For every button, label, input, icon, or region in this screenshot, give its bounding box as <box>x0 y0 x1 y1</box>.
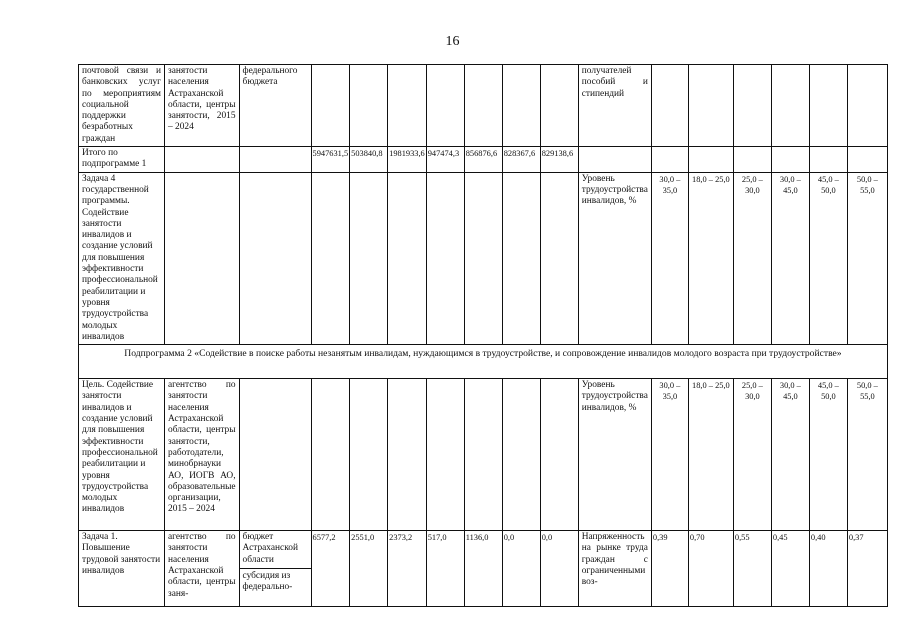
table-row-subprogram2 <box>79 345 888 379</box>
budget-source-regional: бюджет Астраханской области <box>242 532 298 565</box>
cell-target: 50,0 – 55,0 <box>847 379 887 531</box>
cell-indicator: получателей пособий и стипендий <box>578 65 651 147</box>
cell-budget-sources <box>239 531 311 607</box>
cell-target: 18,0 – 25,0 <box>688 379 733 531</box>
cell-indicator: Уровень трудоустройства инвалидов, % <box>578 379 651 531</box>
cell-target: 0,39 <box>651 531 688 607</box>
cell-target: 50,0 – 55,0 <box>847 172 887 344</box>
cell-target: 18,0 – 25,0 <box>688 172 733 344</box>
cell-indicator: Уровень трудоустройства инвалидов, % <box>578 172 651 344</box>
cell-value: 2373,2 <box>388 531 427 607</box>
page-number: 16 <box>445 34 460 49</box>
cell-target: 45,0 – 50,0 <box>809 379 847 531</box>
cell-total-value: 5947631,5 <box>311 147 350 173</box>
cell-target: 30,0 – 35,0 <box>651 172 688 344</box>
cell-value: 0,0 <box>502 531 540 607</box>
cell-target: 30,0 – 45,0 <box>771 379 809 531</box>
cell-total-value: 829138,6 <box>540 147 578 173</box>
cell-target: 0,40 <box>809 531 847 607</box>
cell-source: федерального бюджета <box>239 65 311 147</box>
cell-value: 6577,2 <box>311 531 350 607</box>
cell-executor: агентство по занятости населения Астраханской области, центры заня- <box>165 531 240 607</box>
cell-task4: Задача 4 государственной программы. Содействие занятости инвалидов и создание условий для повышения эффективности профессиональной реабилитации и уровня трудоустройства молодых инвалидов <box>79 172 165 344</box>
cell-target: 0,37 <box>847 531 887 607</box>
cell-total-value: 1981933,6 <box>388 147 427 173</box>
cell-value: 0,0 <box>540 531 578 607</box>
cell-value: 1136,0 <box>464 531 502 607</box>
cell-target: 0,70 <box>688 531 733 607</box>
budget-source-federal: субсидия из федерально- <box>242 571 293 593</box>
cell-executor: занятости населения Астраханской области, центры занятости, 2015 – 2024 <box>165 65 240 147</box>
table-row-total <box>79 147 888 173</box>
cell-total-value: 856876,6 <box>464 147 502 173</box>
cell-target: 25,0 – 30,0 <box>733 379 771 531</box>
cell-target: 30,0 – 45,0 <box>771 172 809 344</box>
table-row-task4 <box>79 172 888 344</box>
cell-value: 2551,0 <box>350 531 388 607</box>
cell-target: 30,0 – 35,0 <box>651 379 688 531</box>
divider <box>240 568 311 569</box>
cell-goal: Цель. Содействие занятости инвалидов и создание условий для повышения эффективности профессиональной реабилитации и уровня трудоустройства молодых инвалидов <box>79 379 165 531</box>
cell-target: 0,55 <box>733 531 771 607</box>
cell-target: 25,0 – 30,0 <box>733 172 771 344</box>
program-table <box>78 64 888 607</box>
cell-total-value: 828367,6 <box>502 147 540 173</box>
cell-target: 45,0 – 50,0 <box>809 172 847 344</box>
cell-total-value: 503840,8 <box>350 147 388 173</box>
cell-total-label: Итого по подпрограмме 1 <box>79 147 165 173</box>
cell-target: 0,45 <box>771 531 809 607</box>
cell-indicator: Напряженность на рынке труда граждан с ограниченными воз- <box>578 531 651 607</box>
cell-measure: почтовой связи и банковских услуг по мероприятиям социальной поддержки безработных граждан <box>79 65 165 147</box>
cell-value: 517,0 <box>426 531 464 607</box>
table-row-continuation <box>79 65 888 147</box>
table-row-task1 <box>79 531 888 607</box>
cell-task1: Задача 1. Повышение трудовой занятости инвалидов <box>79 531 165 607</box>
cell-executor: агентство по занятости населения Астраханской области, центры занятости, работодатели, минобрнауки АО, ИОГВ АО, образовательные организации, 2015 – 2024 <box>165 379 240 531</box>
table-row-goal <box>79 379 888 531</box>
subprogram-title: Подпрограмма 2 «Содействие в поиске работы незанятым инвалидам, нуждающимся в трудоустройстве, и сопровождение инвалидов молодого возраста при трудоустройстве» <box>79 345 888 379</box>
cell-total-value: 947474,3 <box>426 147 464 173</box>
